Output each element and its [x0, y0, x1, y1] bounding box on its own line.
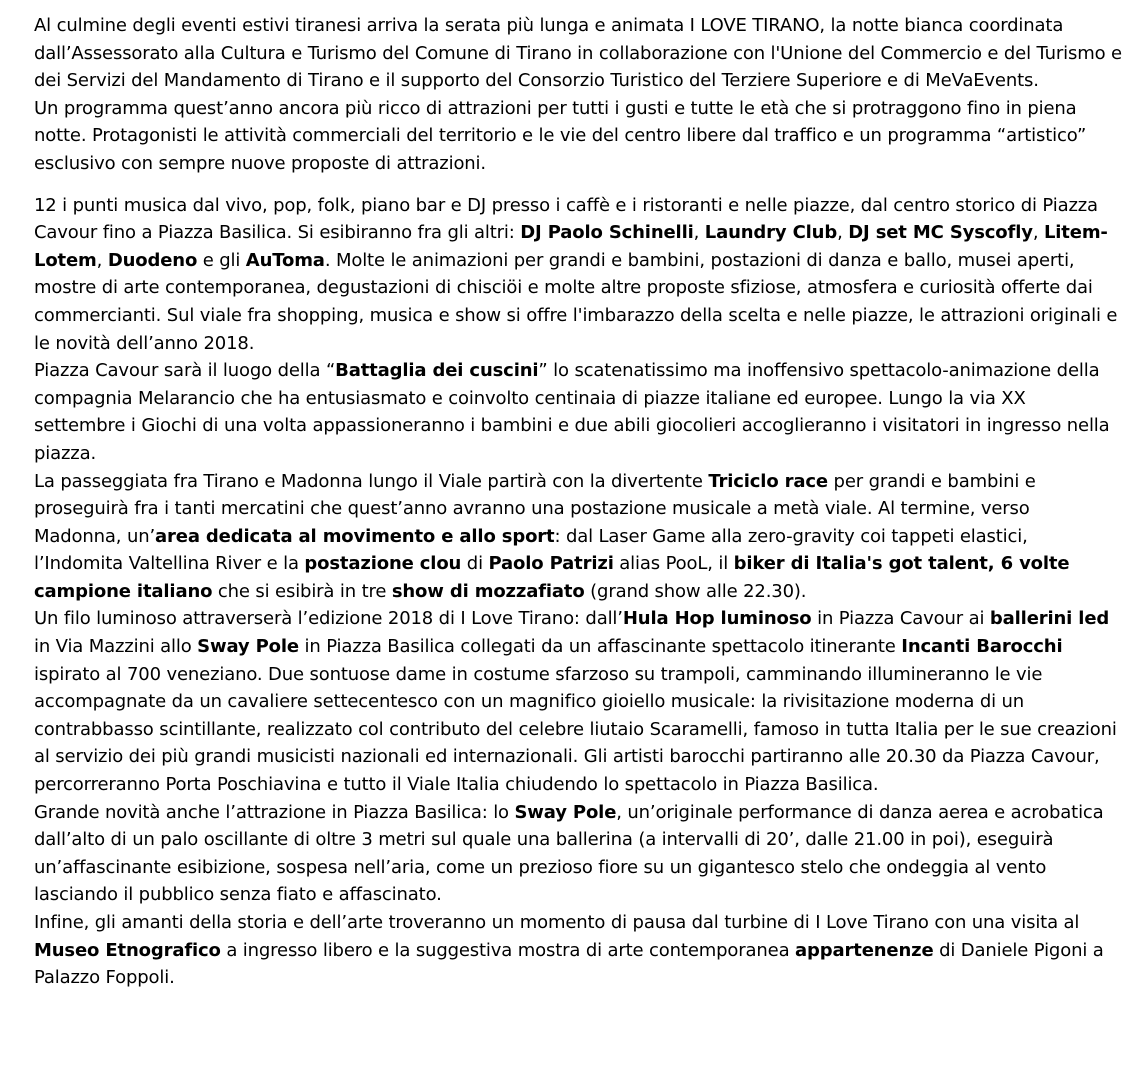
paragraph-music: [34, 192, 1122, 358]
bold-text-segment: biker di Italia's got talent, 6 volte campione italiano: [34, 553, 1070, 602]
paragraph-piazza-cavour: [34, 357, 1122, 467]
text-segment: di Daniele Pigoni a Palazzo Foppoli.: [34, 939, 1104, 989]
paragraph-program: [34, 95, 1122, 178]
paragraph-infine: [34, 909, 1122, 992]
bold-text-segment: Duodeno: [107, 249, 198, 271]
text-segment: , un’originale performance di danza aerea e acrobatica dall’alto di un palo oscillante di oltre 3 metri sul quale una ballerina (a intervalli di 20’, dalle 21.00 in poi), eseguirà un’affascinante esibizione, sospesa nell’aria, come un prezioso fiore su un gigantesco stelo che ondeggia al vento lasciando il pubblico senza fiato e affascinato.: [34, 801, 1104, 906]
bold-text-segment: postazione clou: [304, 553, 462, 575]
text-segment: ,: [96, 249, 108, 271]
bold-text-segment: Litem-Lotem: [34, 222, 1108, 271]
bold-text-segment: DJ set MC Syscofly: [848, 222, 1033, 244]
paragraph-viale: [34, 468, 1122, 606]
text-segment: Un programma quest’anno ancora più ricco di attrazioni per tutti i gusti e tutte le età che si protraggono fino in piena notte. Protagonisti le attività commerciali del territorio e le vie del centro libere dal traffico e un programma “artistico” esclusivo con sempre nuove proposte di attrazioni.: [34, 97, 1087, 174]
paragraph-sway-pole: [34, 799, 1122, 909]
text-segment: ispirato al 700 veneziano. Due sontuose dame in costume sfarzoso su trampoli, camminando illumineranno le vie accompagnate da un cavaliere settecentesco con un magnifico gioiello musicale: la rivisitazione moderna di un contrabbasso scintillante, realizzato col contributo del celebre liutaio Scaramelli, famoso in tutta Italia per le sue creazioni al servizio dei più grandi musicisti nazionali ed internazionali. Gli artisti barocchi partiranno alle 20.30 da Piazza Cavour, percorreranno Porta Poschiavina e tutto il Viale Italia chiudendo lo spettacolo in Piazza Basilica.: [34, 663, 1117, 796]
paragraph-filo-luminoso: [34, 605, 1122, 798]
text-segment: e gli: [197, 249, 246, 271]
text-segment: . Molte le animazioni per grandi e bambini, postazioni di danza e ballo, musei aperti, mostre di arte contemporanea, degustazioni di chisciöi e molte altre proposte sfiziose, atmosfera e curiosità offerte dai commercianti. Sul viale fra shopping, musica e show si offre l'imbarazzo della scelta e nelle piazze, le attrazioni originali e le novità dell’anno 2018.: [34, 249, 1118, 354]
bold-text-segment: Sway Pole: [197, 636, 299, 658]
bold-text-segment: Sway Pole: [514, 801, 617, 823]
text-segment: La passeggiata fra Tirano e Madonna lungo il Viale partirà con la divertente: [34, 470, 709, 492]
text-segment: di: [461, 553, 489, 575]
bold-text-segment: appartenenze: [795, 939, 934, 961]
bold-text-segment: Battaglia dei cuscini: [335, 360, 539, 382]
text-segment: (grand show alle 22.30).: [584, 580, 807, 602]
bold-text-segment: Laundry Club: [704, 222, 838, 244]
text-segment: Grande novità anche l’attrazione in Piazza Basilica: lo: [34, 801, 515, 823]
bold-text-segment: show di mozzafiato: [391, 580, 585, 602]
bold-text-segment: Incanti Barocchi: [901, 636, 1063, 658]
text-segment: 12 i punti musica dal vivo, pop, folk, piano bar e DJ presso i caffè e i ristoranti e nelle piazze, dal centro storico di Piazza Cavour fino a Piazza Basilica. Si esibiranno fra gli altri:: [34, 194, 1098, 244]
text-segment: Infine, gli amanti della storia e dell’arte troveranno un momento di pausa dal turbine di I Love Tirano con una visita al: [34, 912, 1080, 933]
text-segment: in Via Mazzini allo: [34, 636, 198, 658]
bold-text-segment: Paolo Patrizi: [488, 553, 614, 575]
text-segment: Un filo luminoso attraverserà l’edizione 2018 di I Love Tirano: dall’: [34, 608, 623, 630]
text-segment: per grandi e bambini e proseguirà fra i tanti mercatini che quest’anno avranno una postazione musicale a metà viale. Al termine, verso Madonna, un’: [34, 470, 1036, 547]
text-segment: in Piazza Basilica collegati da un affascinante spettacolo itinerante: [298, 636, 902, 658]
paragraph-gap: [34, 178, 1122, 192]
text-segment: ,: [837, 222, 849, 244]
bold-text-segment: Museo Etnografico: [34, 939, 221, 961]
bold-text-segment: ballerini led: [989, 608, 1110, 630]
text-segment: alias PooL, il: [613, 553, 734, 575]
text-segment: ” lo scatenatissimo ma inoffensivo spettacolo-animazione della compagnia Melarancio che ha entusiasmato e coinvolto centinaia di piazze italiane ed europee. Lungo la via XX settembre i Giochi di una volta appassioneranno i bambini e due abili giocolieri accoglieranno i visitatori in ingresso nella piazza.: [34, 360, 1110, 464]
text-segment: ,: [693, 222, 705, 244]
text-segment: ,: [1032, 222, 1044, 244]
bold-text-segment: DJ Paolo Schinelli: [520, 222, 694, 244]
text-segment: a ingresso libero e la suggestiva mostra di arte contemporanea: [220, 939, 796, 961]
paragraph-intro: [34, 12, 1122, 95]
bold-text-segment: AuToma: [245, 249, 325, 271]
text-segment: Piazza Cavour sarà il luogo della “: [34, 360, 336, 382]
bold-text-segment: Hula Hop luminoso: [622, 608, 812, 630]
bold-text-segment: area dedicata al movimento e allo sport: [155, 525, 555, 547]
text-segment: che si esibirà in tre: [212, 580, 392, 602]
text-segment: Al culmine degli eventi estivi tiranesi arriva la serata più lunga e animata I LOVE TIRANO, la notte bianca coordinata dall’Assessorato alla Cultura e Turismo del Comune di Tirano in collaborazione con l'Unione del Commercio e del Turismo e dei Servizi del Mandamento di Tirano e il supporto del Consorzio Turistico del Terziere Superiore e di MeVaEvents.: [34, 15, 1122, 92]
bold-text-segment: Triciclo race: [708, 470, 828, 492]
text-segment: : dal Laser Game alla zero-gravity coi tappeti elastici, l’Indomita Valtellina River e la: [34, 525, 1028, 575]
text-segment: in Piazza Cavour ai: [811, 608, 990, 630]
